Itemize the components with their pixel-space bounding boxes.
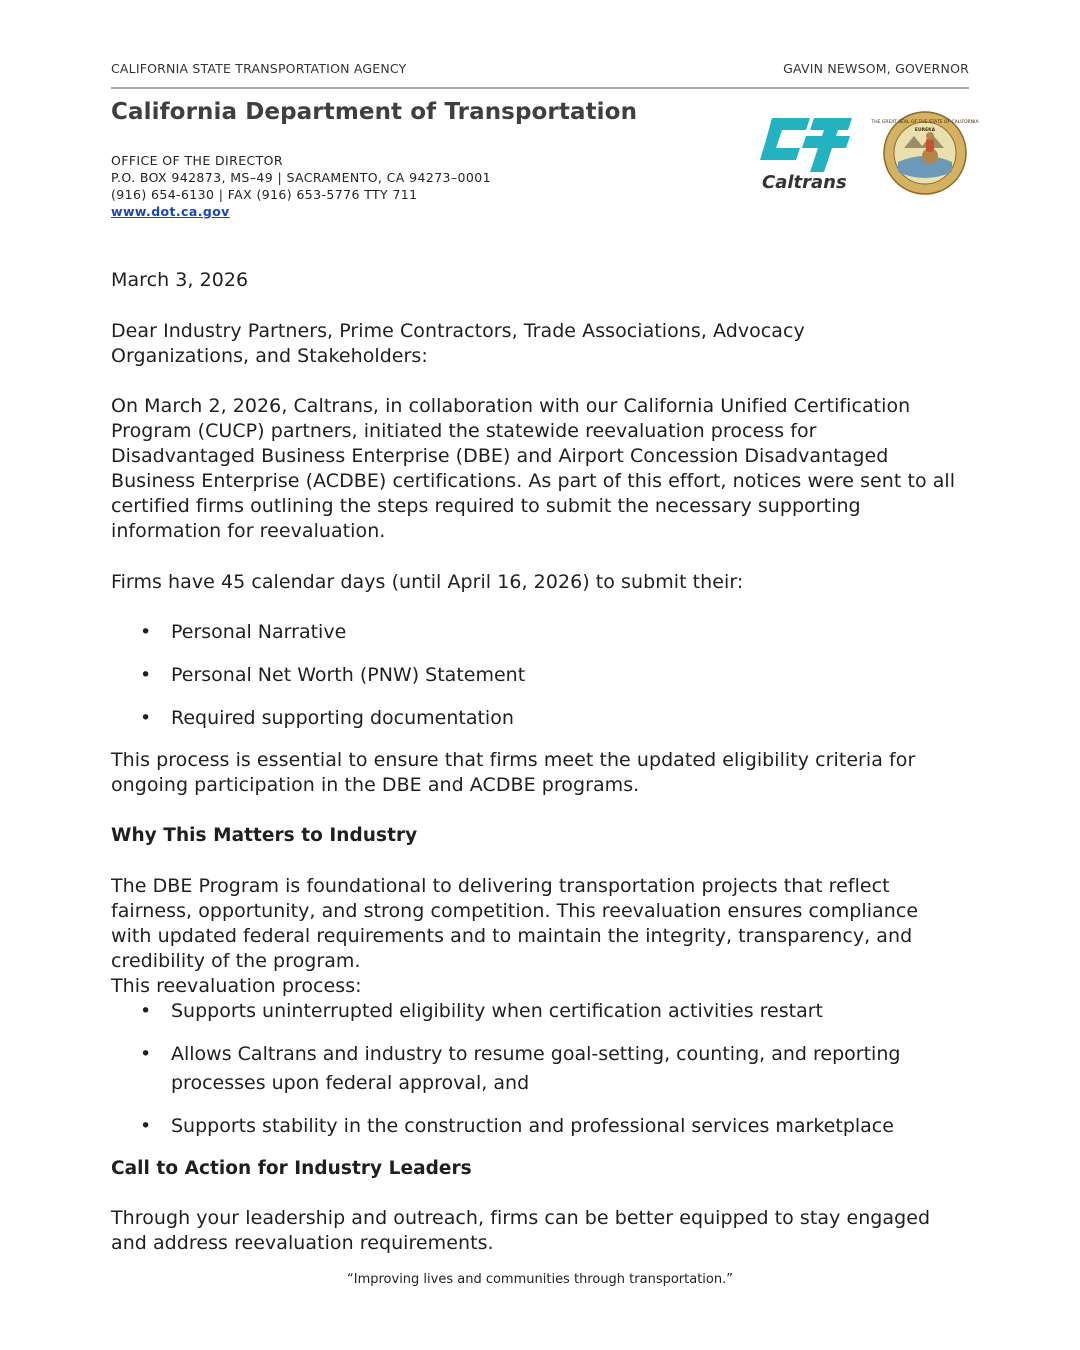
bullet-glyph: • [140,664,152,686]
caltrans-wordmark: Caltrans [762,172,847,193]
why-paragraph [111,874,971,999]
paragraph-line: ongoing participation in the DBE and ACDBE programs. [111,774,640,796]
intro-paragraph [111,394,971,544]
list-item-text [171,1040,971,1098]
letter-date: March 3, 2026 [111,269,249,291]
bullet-glyph: • [140,707,152,729]
paragraph-line: This process is essential to ensure that firms meet the updated eligibility criteria for [111,749,916,771]
salutation [111,319,971,369]
caltrans-logo [752,110,862,194]
list-item-text: Required supporting documentation [171,707,514,729]
office-address-block [111,152,491,220]
governor-name: GAVIN NEWSOM, GOVERNOR [783,61,969,76]
seal-motto: EUREKA [914,128,936,133]
paragraph-line: This reevaluation process: [111,975,362,997]
paragraph-line: fairness, opportunity, and strong competition. This reevaluation ensures compliance [111,900,919,922]
office-line: (916) 654-6130 | FAX (916) 653-5776 TTY 711 [111,187,418,202]
header-divider [111,87,969,89]
list-item-line: processes upon federal approval, and [171,1072,530,1094]
deadline-sentence: Firms have 45 calendar days (until April 16, 2026) to submit their: [111,571,744,593]
office-line: P.O. BOX 942873, MS–49 | SACRAMENTO, CA 94273–0001 [111,170,491,185]
bullet-glyph: • [140,621,152,643]
list-item-text: Personal Narrative [171,621,347,643]
paragraph-line: Business Enterprise (ACDBE) certifications. As part of this effort, notices were sent to all [111,470,956,492]
paragraph-line: On March 2, 2026, Caltrans, in collaboration with our California Unified Certification [111,395,911,417]
agency-name: CALIFORNIA STATE TRANSPORTATION AGENCY [111,61,407,76]
list-item-text: Supports uninterrupted eligibility when certification activities restart [171,1000,823,1022]
paragraph-line: The DBE Program is foundational to delivering transportation projects that reflect [111,875,890,897]
paragraph-line: information for reevaluation. [111,520,386,542]
call-paragraph [111,1206,971,1256]
essential-paragraph [111,748,971,798]
department-title: California Department of Transportation [111,99,638,125]
bullet-glyph: • [140,1000,152,1022]
bullet-glyph: • [140,1043,152,1065]
paragraph-line: and address reevaluation requirements. [111,1232,494,1254]
salutation-line: Organizations, and Stakeholders: [111,345,428,367]
paragraph-line: credibility of the program. [111,950,361,972]
website-link[interactable]: www.dot.ca.gov [111,204,230,219]
paragraph-line: with updated federal requirements and to maintain the integrity, transparency, and [111,925,913,947]
paragraph-line: certified firms outlining the steps required to submit the necessary supporting [111,495,861,517]
bullet-glyph: • [140,1115,152,1137]
section-heading-why: Why This Matters to Industry [111,825,418,846]
caltrans-logo-mark [760,118,852,172]
seal-text: THE GREAT SEAL OF THE STATE OF CALIFORNIA [871,120,979,125]
footer-tagline: “Improving lives and communities through transportation.” [347,1272,733,1287]
list-item-line: Allows Caltrans and industry to resume goal-setting, counting, and reporting [171,1043,901,1065]
salutation-line: Dear Industry Partners, Prime Contractors, Trade Associations, Advocacy [111,320,805,342]
california-state-seal [871,110,979,196]
paragraph-line: Disadvantaged Business Enterprise (DBE) and Airport Concession Disadvantaged [111,445,889,467]
list-item-text: Personal Net Worth (PNW) Statement [171,664,526,686]
list-item-text: Supports stability in the construction and professional services marketplace [171,1115,894,1137]
section-heading-call: Call to Action for Industry Leaders [111,1158,472,1179]
office-line: OFFICE OF THE DIRECTOR [111,153,283,168]
paragraph-line: Through your leadership and outreach, firms can be better equipped to stay engaged [111,1207,931,1229]
paragraph-line: Program (CUCP) partners, initiated the statewide reevaluation process for [111,420,817,442]
